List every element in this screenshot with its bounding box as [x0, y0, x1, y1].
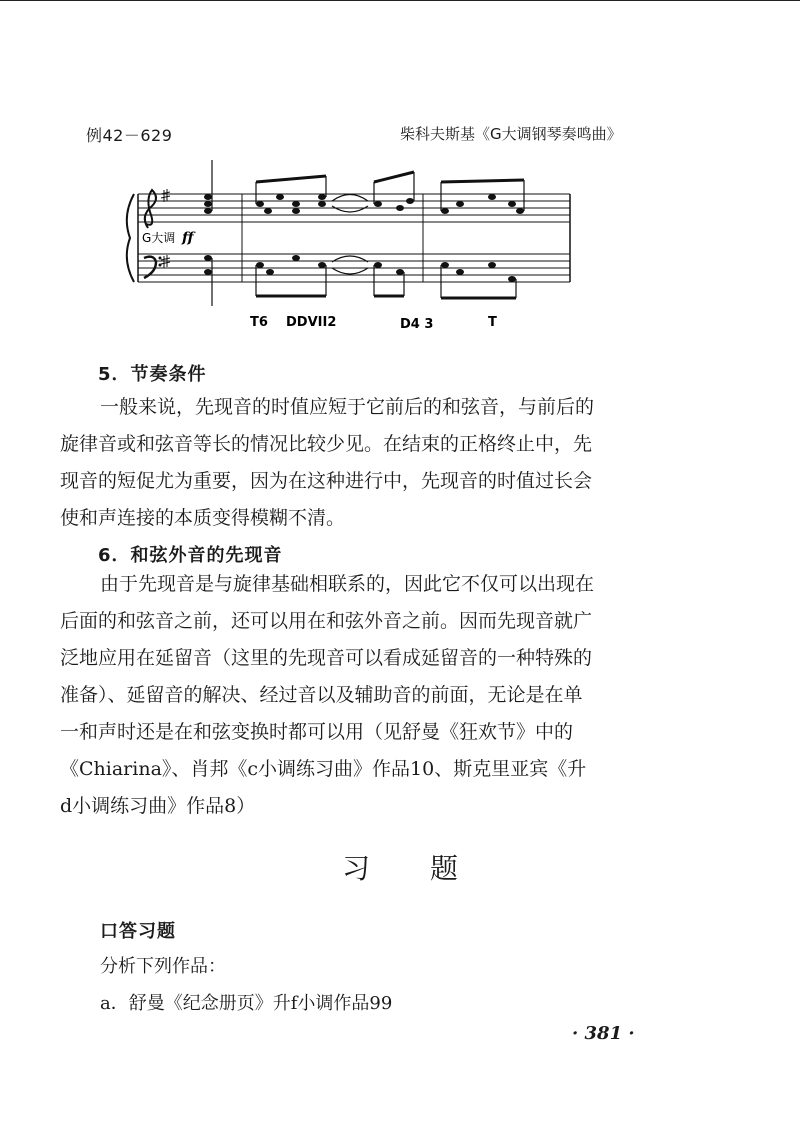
exercise-item-a: a．舒曼《纪念册页》升f小调作品99 — [100, 993, 393, 1014]
section6-heading: 6．和弦外音的先现音 — [98, 545, 283, 566]
section6-line: 《Chiarina》、肖邦《c小调练习曲》作品10、斯克里亚宾《升 — [60, 758, 587, 780]
section5-line: 旋律音或和弦音等长的情况比较少见。在结束的正格终止中，先 — [60, 433, 593, 455]
section6-line: 由于先现音是与旋律基础相联系的，因此它不仅可以出现在 — [100, 573, 595, 595]
example-source: 柴科夫斯基《G大调钢琴奏鸣曲》 — [400, 125, 622, 143]
section6-paragraph — [60, 566, 660, 825]
section5-heading: 5．节奏条件 — [98, 364, 207, 385]
music-score — [100, 146, 580, 346]
oral-exercises-heading: 口答习题 — [100, 921, 176, 942]
function-D43: D4 3 — [400, 317, 434, 332]
exercise-instruction: 分析下列作品： — [100, 956, 226, 977]
section6-line: d小调练习曲》作品8） — [60, 795, 256, 817]
page-number: · 381 · — [572, 1023, 635, 1044]
section6-line: 泛地应用在延留音（这里的先现音可以看成延留音的一种特殊的 — [60, 647, 593, 669]
section6-line: 后面的和弦音之前，还可以用在和弦外音之前。因而先现音就广 — [60, 610, 593, 632]
section6-line: 准备）、延留音的解决、经过音以及辅助音的前面，无论是在单 — [60, 684, 583, 706]
top-rule — [0, 0, 800, 1]
section5-line: 现音的短促尤为重要，因为在这种进行中，先现音的时值过长会 — [60, 470, 593, 492]
section5-paragraph — [60, 389, 660, 537]
exercises-title: 习题 — [341, 852, 518, 885]
section6-line: 一和声时还是在和弦变换时都可以用（见舒曼《狂欢节》中的 — [60, 721, 574, 743]
section5-line: 一般来说，先现音的时值应短于它前后的和弦音，与前后的 — [100, 396, 595, 418]
section5-line: 使和声连接的本质变得模糊不清。 — [60, 507, 346, 529]
function-T: T — [488, 315, 497, 330]
dynamic-mark: ff — [182, 230, 194, 246]
function-T6: T6 — [250, 315, 268, 330]
example-label: 例42－629 — [86, 126, 173, 145]
key-label: G大调 — [142, 231, 176, 245]
function-DDVII2: DDVII2 — [286, 315, 337, 330]
